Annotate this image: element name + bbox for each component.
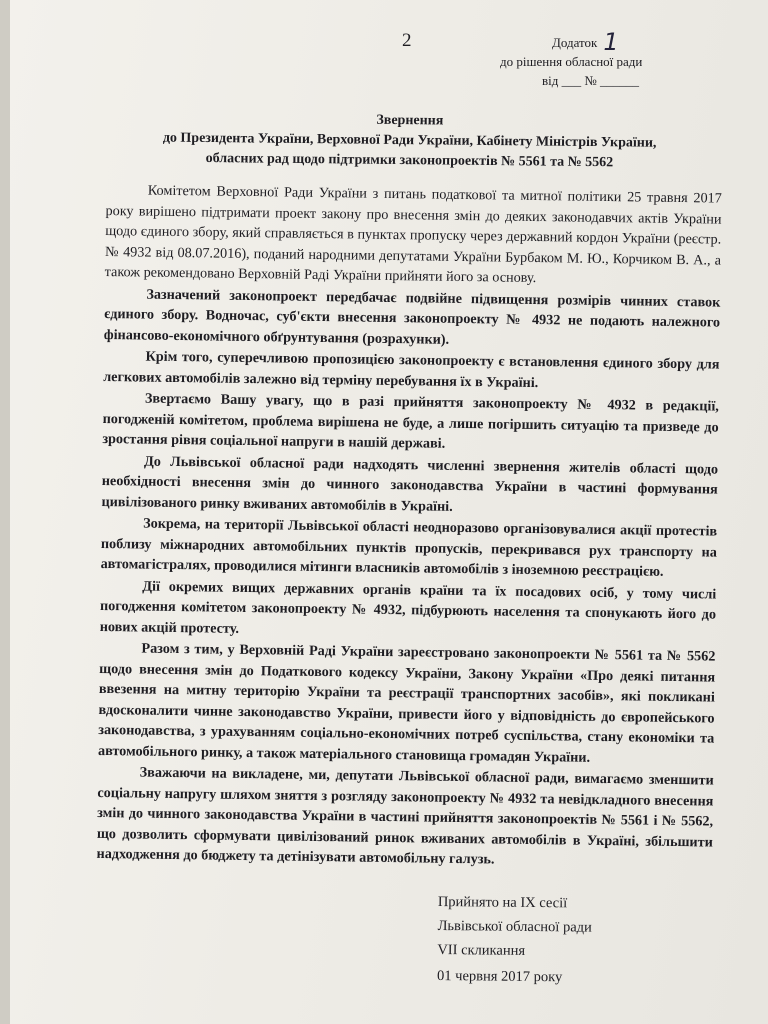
appendix-label-line	[500, 28, 700, 56]
appendix-decision: до рішення обласної ради	[500, 54, 643, 69]
paragraph: Зважаючи на викладене, ми, депутати Львівської обласної ради, вимагаємо зменшити соціальну напругу шляхом зняття з розгляду законопроекту № 4932 та невідкладного внесення змін до чинного законодавства України в частині прийняття законопроектів № 5561 і № 5562, що дозволить сформувати цивілізований ринок вживаних автомобілів в Україні, збільшити надходження до бюджету та детінізувати автомобільну галузь.	[96, 764, 714, 868]
appendix-handwritten-number: 1	[603, 28, 619, 56]
paragraph: Звертаємо Вашу увагу, що в разі прийняття законопроекту № 4932 в редакції, погодженій комітетом, проблема вирішена не буде, а лише погіршить ситуацію та призведе до зростання рівня соціальної напруги в нашій державі.	[102, 390, 720, 452]
appendix-date-number: від ___ № ______	[542, 73, 640, 88]
title-line-1: Звернення	[376, 112, 444, 129]
signature-line-1: Прийнято на IX сесії	[437, 893, 568, 912]
document-page	[10, 0, 768, 1024]
document-title	[109, 108, 710, 174]
paragraph: Разом з тим, у Верховній Раді України зареєстровано законопроекти № 5561 та № 5562 щодо внесення змін до Податкового кодексу України, Закону України «Про деякі питання ввезення на митну територію України та реєстрації транспортних засобів», які покликані вдосконалити чинне законодавство України, привести його у відповідність до європейського законодавства, з урахуванням соціально-економічних потреб суспільства, стану економіки та автомобільного ринку, а також матеріального становища громадян України.	[97, 640, 716, 766]
paragraph: Зазначений законопроект передбачає подвійне підвищення розмірів чинних ставок єдиного збору. Водночас, суб'єкти внесення законопроекту № 4932 не подають належного фінансово-економічного обґрунтування (розрахунки).	[103, 286, 721, 348]
appendix-header	[500, 28, 700, 90]
title-line-2: до Президента України, Верховної Ради України, Кабінету Міністрів України,	[162, 130, 657, 151]
signature-block	[437, 890, 592, 990]
signature-line-2: Львівської обласної ради	[437, 917, 592, 936]
signature-line-3: VII скликання	[437, 941, 526, 959]
paragraph: До Львівської обласної ради надходять численні звернення жителів області щодо необхідності внесення змін до чинного законодавства України в частині формування цивілізованого ринку вживаних автомобілів в Україні.	[101, 453, 719, 515]
paragraph: Зокрема, на території Львівської області неодноразово організовувалися акції протестів поблизу міжнародних автомобільних пунктів пропусків, перекривався рух транспорту на автомагістралях, проводилися мітинги власників автомобілів з іноземною реєстрацією.	[100, 515, 718, 580]
paragraph: Дії окремих вищих державних органів країни та їх посадових осіб, у тому числі погодження комітетом законопроекту № 4932, підбурюють населення та спонукають його до нових акцій протесту.	[99, 578, 717, 637]
page-number: 2	[402, 30, 412, 51]
signature-date: 01 червня 2017 року	[437, 967, 563, 986]
document-body	[96, 180, 722, 874]
paragraph: Комітетом Верховної Ради України з питань податкової та митної політики 25 травня 2017 року вирішено підтримати проект закону про внесення змін до деяких законодавчих актів України щодо єдиного збору, який справляється в пунктах пропуску через державний кордон України (реєстр. № 4932 від 08.07.2016), поданий народними депутатами України Бурбаком М. Ю., Корчиком В. А., а також рекомендовано Верховній Раді України прийняти його за основу.	[104, 182, 722, 287]
paragraph: Крім того, суперечливою пропозицією законопроекту є встановлення єдиного збору для легкових автомобілів залежно від терміну перебування їх в Україні.	[103, 348, 720, 391]
title-line-3: обласних рад щодо підтримки законопроектів № 5561 та № 5562	[205, 151, 614, 171]
appendix-label: Додаток	[552, 35, 598, 50]
